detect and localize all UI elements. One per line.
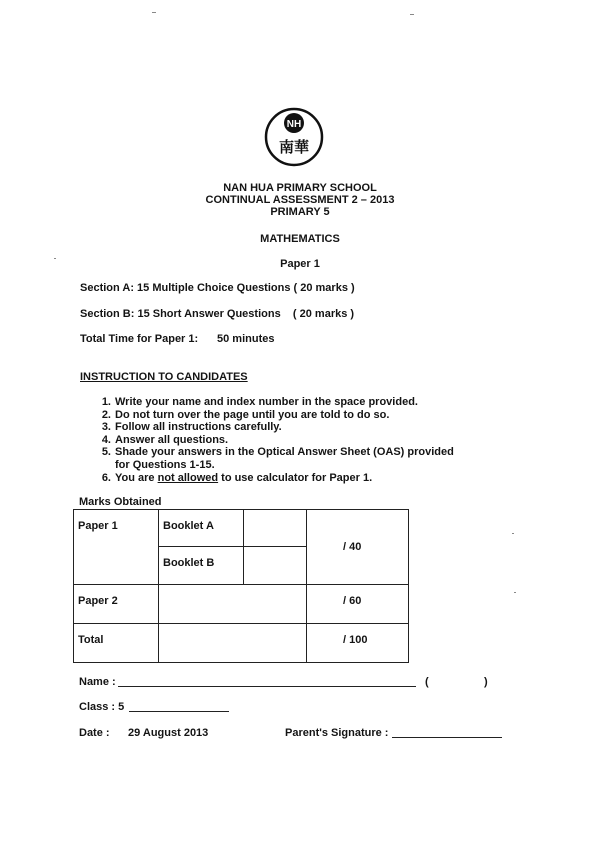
index-close-paren: ) — [484, 676, 488, 688]
level: PRIMARY 5 — [270, 206, 330, 218]
booklet-b-label: Booklet B — [159, 547, 244, 585]
marks-table — [73, 509, 409, 663]
assessment-title: CONTINUAL ASSESSMENT 2 – 2013 — [205, 194, 395, 206]
section-b: Section B: 15 Short Answer Questions ( 20 marks ) — [80, 308, 355, 320]
class-field[interactable] — [129, 711, 229, 712]
instruction-item: 2. Do not turn over the page until you are told to do so. — [101, 408, 390, 421]
logo-text: 南華 — [278, 138, 310, 156]
scan-speck — [512, 533, 514, 534]
signature-field[interactable] — [392, 737, 502, 738]
instruction-item: 4. Answer all questions. — [101, 433, 229, 446]
booklet-a-score[interactable] — [244, 510, 307, 547]
scan-speck — [514, 592, 516, 593]
school-name: NAN HUA PRIMARY SCHOOL — [223, 182, 377, 194]
paper-title: Paper 1 — [280, 258, 320, 270]
header-block — [0, 182, 600, 218]
index-open-paren: ( — [425, 676, 429, 688]
section-a: Section A: 15 Multiple Choice Questions ( 20 marks ) — [80, 282, 355, 294]
paper1-label: Paper 1 — [74, 510, 159, 585]
paper1-total: / 40 — [307, 510, 409, 585]
scan-speck — [152, 12, 156, 13]
instruction-item: for Questions 1-15. — [115, 458, 215, 471]
date-label: Date : — [79, 727, 110, 739]
name-label: Name : — [79, 676, 116, 688]
marks-obtained-title: Marks Obtained — [79, 496, 162, 508]
booklet-b-score[interactable] — [244, 547, 307, 585]
booklet-a-label: Booklet A — [159, 510, 244, 547]
grand-total: / 100 — [307, 624, 409, 663]
signature-label: Parent's Signature : — [285, 727, 389, 739]
instruction-item: 3. Follow all instructions carefully. — [101, 421, 282, 433]
not-allowed-emphasis: not allowed — [157, 472, 219, 484]
total-time-value: 50 minutes — [217, 333, 275, 345]
instruction-item-6: 6. You are not allowed to use calculator for Paper 1. — [101, 472, 373, 484]
paper2-total: / 60 — [307, 585, 409, 624]
name-field[interactable] — [118, 686, 416, 687]
instructions-title: INSTRUCTION TO CANDIDATES — [80, 371, 248, 383]
paper2-score[interactable] — [159, 585, 307, 624]
school-logo — [264, 106, 324, 168]
scan-speck — [410, 14, 414, 15]
total-label: Total — [74, 624, 159, 663]
instruction-item: 1. Write your name and index number in the space provided. — [101, 396, 418, 408]
instructions-list — [97, 396, 454, 471]
subject: MATHEMATICS — [260, 233, 340, 245]
instruction-item: 5. Shade your answers in the Optical Answer Sheet (OAS) provided — [101, 446, 454, 458]
date-value: 29 August 2013 — [128, 727, 209, 739]
class-label: Class : 5 — [79, 701, 125, 713]
logo-initials: NH — [286, 119, 302, 130]
total-time-label: Total Time for Paper 1: — [80, 333, 199, 345]
total-score[interactable] — [159, 624, 307, 663]
paper2-label: Paper 2 — [74, 585, 159, 624]
